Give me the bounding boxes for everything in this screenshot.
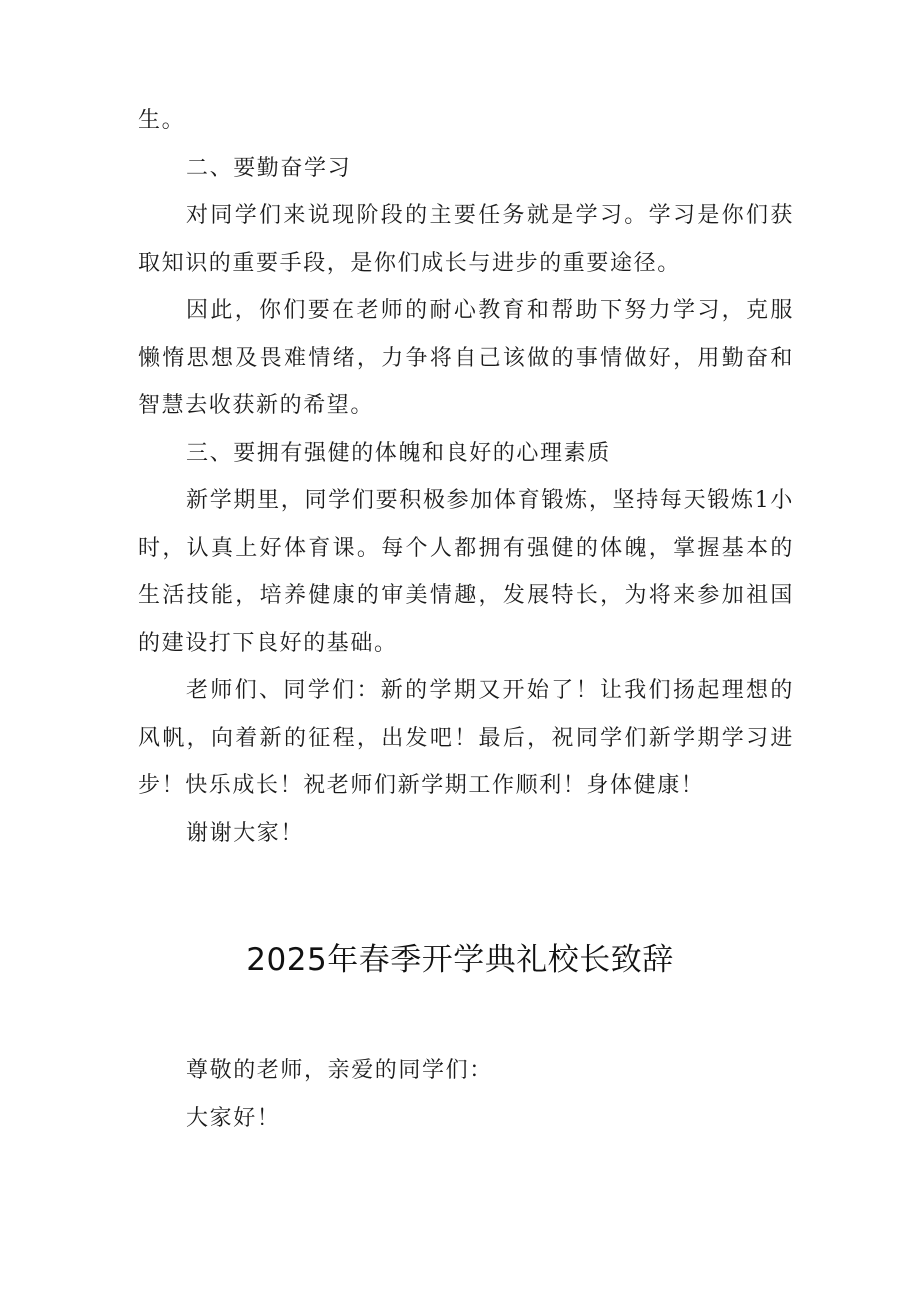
paragraph-health: 新学期里，同学们要积极参加体育锻炼，坚持每天锻炼1小时，认真上好体育课。每个人都拥有强健的体魄，掌握基本的生活技能，培养健康的审美情趣，发展特长，为将来参加祖国的建设打下良好的基础。 [138, 488, 794, 656]
section-heading-study: 二、要勤奋学习 [186, 155, 352, 181]
greeting-line: 大家好！ [186, 1105, 281, 1131]
paragraph-closing: 老师们、同学们：新的学期又开始了！让我们扬起理想的风帆，向着新的征程，出发吧！最后，祝同学们新学期学习进步！快乐成长！祝老师们新学期工作顺利！身体健康！ [138, 678, 794, 798]
section-heading-health: 三、要拥有强健的体魄和良好的心理素质 [186, 440, 611, 466]
speech-title: 2025年春季开学典礼校长致辞 [246, 942, 674, 978]
continuation-text: 生。 [138, 108, 186, 133]
speech-body-next [138, 1047, 794, 1142]
paragraph-study-effort: 因此，你们要在老师的耐心教育和帮助下努力学习，克服懒惰思想及畏难情绪，力争将自己该做的事情做好，用勤奋和智慧去收获新的希望。 [138, 298, 794, 418]
speech-body-previous [138, 97, 794, 857]
thanks-line: 谢谢大家！ [186, 820, 305, 846]
salutation-line: 尊敬的老师，亲爱的同学们： [186, 1058, 493, 1083]
paragraph-study-importance: 对同学们来说现阶段的主要任务就是学习。学习是你们获取知识的重要手段，是你们成长与进步的重要途径。 [138, 203, 794, 276]
